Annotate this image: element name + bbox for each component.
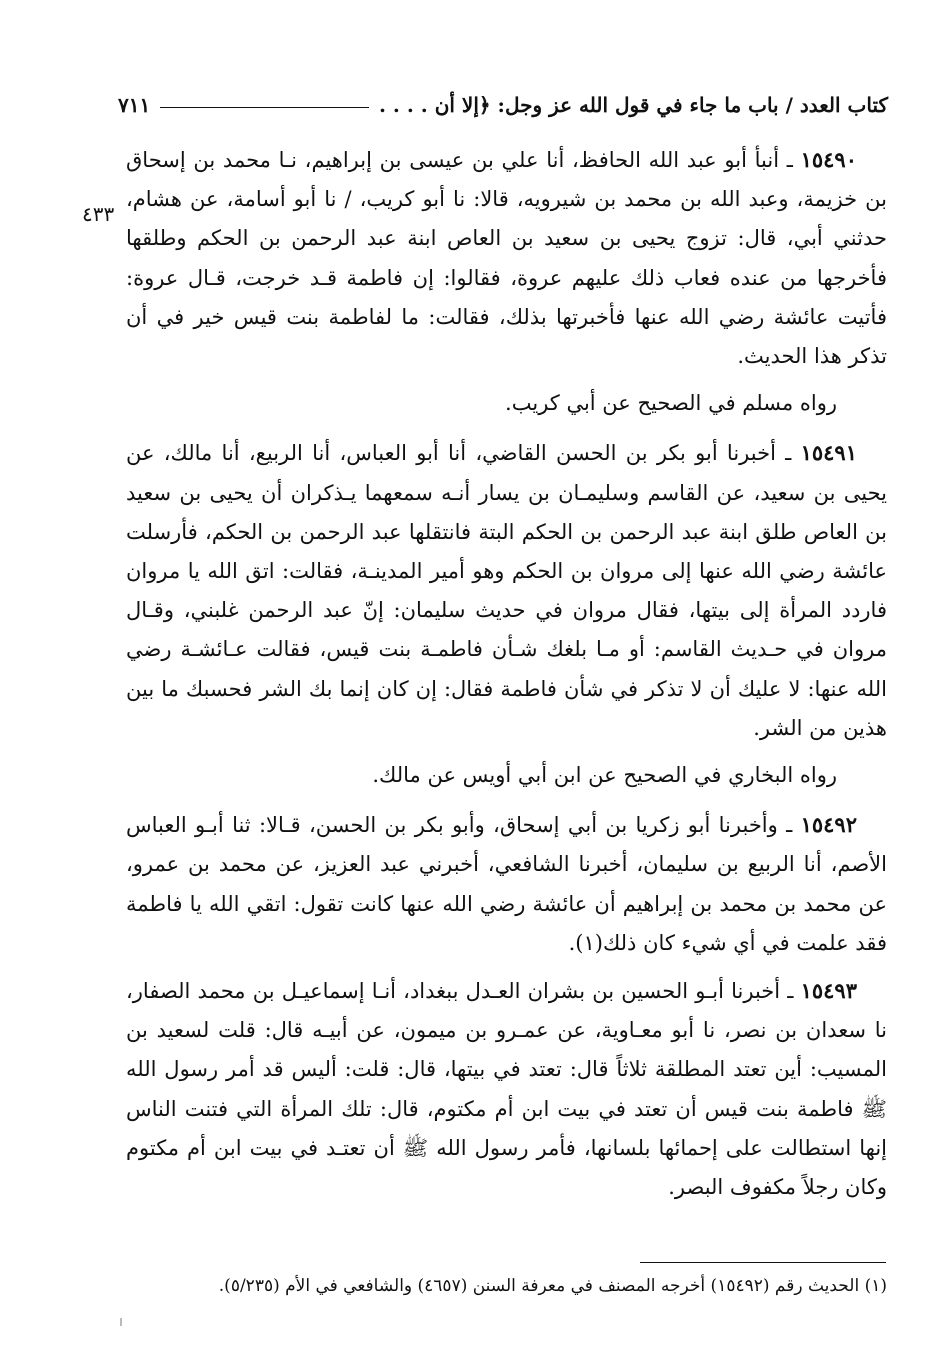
chapter-title: كتاب العدد / باب ما جاء في قول الله عز وجل: ﴿إلا أن . . . . <box>379 93 888 117</box>
footnote: (١) الحديث رقم (١٥٤٩٢) أخرجه المصنف في معرفة السنن (٤٦٥٧) والشافعي في الأم (٥/٢٣٥). <box>218 1276 887 1296</box>
narration-note <box>126 384 887 423</box>
footnote-separator <box>640 1262 886 1263</box>
hadith-text: ـ أنبأ أبو عبد الله الحافظ، أنا علي بن عيسى بن إبراهيم، نـا محمد بن إسحاق بن خزيمة، وعبد الله بن محمد بن شيرويه، قالا: نا أبو كريب، / نا أبو أسامة، عن هشام، حدثني أبي، قال: تزوج يحيى بن سعيد بن العاص ابنة عبد الرحمن بن الحكم وطلقها فأخرجها من عنده فعاب ذلك عليهم عروة، فقالوا: إن فاطمة قـد خرجت، قـال عروة: فأتيت عائشة رضي الله عنها فأخبرتها بذلك، فقالت: ما لفاطمة بنت قيس خير في أن تذكر هذا الحديث. <box>126 148 887 369</box>
hadith-number: ١٥٤٩٢ <box>800 812 857 838</box>
hadith-paragraph <box>126 140 887 376</box>
page-number: ٧١١ <box>118 93 151 117</box>
hadith-number: ١٥٤٩٠ <box>800 147 857 172</box>
main-text <box>126 140 887 1215</box>
narration-text: رواه البخاري في الصحيح عن ابن أبي أويس عن مالك. <box>372 763 837 788</box>
hadith-text: ـ أخبرنا أبـو الحسين بن بشران العـدل ببغداد، أنـا إسماعيـل بن محمد الصفار، نا سعدان بن نصر، نا أبو معـاوية، عن عمـرو بن ميمون، عن أبيـه قال: قلت لسعيد بن المسيب: أين تعتد المطلقة ثلاثاً قال: تعتد في بيتها، قال: قلت: أليس قد أمر رسول الله ﷺ فاطمة بنت قيس أن تعتد في بيت ابن أم مكتوم، قال: تلك المرأة التي فتنت الناس إنها استطالت على إحمائها بلسانها، فأمر رسول الله ﷺ أن تعتـد في بيت ابن أم مكتوم وكان رجلاً مكفوف البصر. <box>126 979 887 1200</box>
hadith-text: ـ وأخبرنا أبو زكريا بن أبي إسحاق، وأبو بكر بن الحسن، قـالا: ثنا أبـو العباس الأصم، أنا الربيع بن سليمان، أخبرنا الشافعي، أخبرني عبد العزيز، عن محمد بن عمرو، عن محمد بن محمد بن إبراهيم أن عائشة رضي الله عنها كانت تقول: اتقي الله يا فاطمة فقد علمت في أي شيء كان ذلك(١). <box>126 813 887 955</box>
hadith-paragraph <box>126 805 887 963</box>
hadith-paragraph <box>126 971 887 1207</box>
hadith-paragraph <box>126 433 887 748</box>
hadith-number: ١٥٤٩٣ <box>800 978 857 1004</box>
hadith-number: ١٥٤٩١ <box>800 440 857 466</box>
narration-note <box>126 756 887 795</box>
header-rule <box>160 107 369 108</box>
running-head <box>118 88 888 122</box>
hadith-text: ـ أخبرنا أبو بكر بن الحسن القاضي، أنا أبو العباس، أنا الربيع، أنا مالك، عن يحيى بن سعيد، عن القاسم وسليمـان بن يسار أنـه سمعهما يـذكران أن يحيى بن سعيد بن العاص طلق ابنة عبد الرحمن بن الحكم البتة فانتقلها عبد الرحمن بن الحكم، فأرسلت عائشة رضي الله عنها إلى مروان بن الحكم وهو أمير المدينـة، فقالت: اتق الله يا مروان فاردد المرأة إلى بيتها، فقال مروان في حديث سليمان: إنّ عبد الرحمن غلبني، وقـال مروان في حـديث القاسم: أو مـا بلغك شـأن فاطمـة بنت قيس، فقالت عـائشـة رضي الله عنها: لا عليك أن لا تذكر في شأن فاطمة فقال: إن كان إنما بك الشر فحسبك ما بين هذين من الشر. <box>126 441 887 740</box>
narration-text: رواه مسلم في الصحيح عن أبي كريب. <box>505 391 837 416</box>
margin-page-reference: ٤٣٣ <box>82 202 115 226</box>
scan-mark <box>120 1318 122 1326</box>
